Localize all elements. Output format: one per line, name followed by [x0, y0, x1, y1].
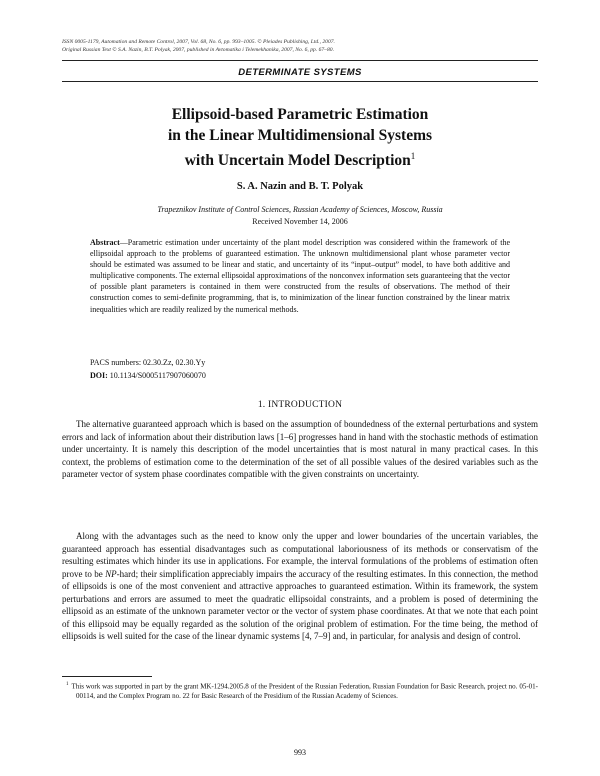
title-line-1: Ellipsoid-based Parametric Estimation: [171, 106, 429, 123]
footnote-text: This work was supported in part by the grant MK-1294.2005.8 of the President of the Russian Federation, Russian Foundation for Basic Research, project no. 05-01-00114, and the Complex Program no. 22 for Basic Research of the Presidium of the Russian Academy of Sciences.: [71, 682, 538, 700]
paragraph-2-part-a: Along with the advantages such as the need to know only the upper and lower boundaries of the uncertain variables, the guaranteed approach has essential disadvantages such as computational laboriousness of its methods or conservatism of the resulting estimates which hinder its use in applications. For example, the interval formulations of the problems of estimation often prove to be: [62, 531, 538, 579]
section-label: DETERMINATE SYSTEMS: [238, 67, 362, 78]
title-line-2: in the Linear Multidimensional Systems: [167, 127, 433, 144]
authors: S. A. Nazin and B. T. Polyak: [236, 181, 364, 192]
journal-header-line-1: ISSN 0005-1179, Automation and Remote Control, 2007, Vol. 68, No. 6, pp. 993–1005. © Pleiades Publishing, Ltd., 2007.: [62, 39, 335, 45]
footnote-rule: [62, 676, 152, 677]
footnote-mark: 1: [66, 682, 69, 687]
header-rule-top: [62, 60, 538, 61]
pacs-numbers: PACS numbers: 02.30.Zz, 02.30.Yy: [90, 358, 206, 367]
doi-value: 10.1134/S0005117907060070: [109, 371, 206, 380]
received-date: Received November 14, 2006: [252, 217, 348, 226]
np-term: NP: [105, 568, 117, 579]
doi-label: DOI:: [90, 371, 108, 380]
doi: [90, 371, 510, 380]
abstract-text: —Parametric estimation under uncertainty of the plant model description was considered within the framework of the ellipsoidal approach to the problems of guaranteed estimation. The unknown multidimensional plant whose parameter vector should be estimated was assumed to be linear and static, and uncertainty of its “input–output” model, to have both additive and multiplicative components. The external ellipsoidal approximations of the nonconvex information sets guaranteeing that the vector of possible plant parameters is contained in them were constructed from the results of observations. The method of their construction comes to semi-definite programming, that is, to minimization of the linear function constrained by the linear matrix inequalities which are readily realized by the numerical methods.: [90, 238, 510, 314]
journal-header: [62, 38, 542, 54]
journal-header-line-2: Original Russian Text © S.A. Nazin, B.T. Polyak, 2007, published in Avtomatika i Telemekhanika, 2007, No. 6, pp. 67–80.: [62, 47, 334, 53]
paragraph-1: The alternative guaranteed approach which is based on the assumption of boundedness of the external perturbations and system errors and lack of information about their distribution laws [1–6] progresses hand in hand with the stochastic methods of estimation under uncertainty. It is namely this description of the model uncertainties that is most natural in many practical cases. In this context, the problems of estimation come to the determination of the set of all possible values of the desired variables such as the parameter vector of system phase coordinates compatible with the given constraints on uncertainty.: [62, 419, 538, 480]
page-number: 993: [294, 748, 306, 757]
title-footnote-mark: 1: [410, 151, 416, 161]
footnote: [62, 680, 538, 702]
title-line-3: [0, 146, 600, 171]
header-rule-bottom: [62, 81, 538, 82]
paper-title: [0, 104, 600, 171]
abstract-label: Abstract: [90, 238, 120, 247]
paragraph-2-part-b: -hard; their simplification appreciably impairs the accuracy of the resulting estimates. In this connection, the method of ellipsoids is one of the most convenient and attractive approaches to guaranteed estimation. Within its framework, the system perturbations and errors are assumed to meet the quadratic ellipsoidal constraints, and a problem is posed of determining the ellipsoid as an estimate of the unknown parameter vector or the vector of system phase coordinates. At that we note that each point of this ellipsoid may be equally regarded as the solution of the original problem of estimation. For the time being, the method of ellipsoids is well suited for the case of the linear dynamic systems [4, 7–9] and, in particular, for analysis and design of control.: [62, 568, 538, 642]
affiliation: Trapeznikov Institute of Control Sciences, Russian Academy of Sciences, Moscow, Russia: [157, 205, 443, 214]
abstract: [90, 237, 510, 315]
title-line-3-text: with Uncertain Model Description: [184, 152, 411, 170]
paragraph-2: [62, 530, 538, 643]
section-heading-introduction: 1. INTRODUCTION: [257, 400, 343, 410]
